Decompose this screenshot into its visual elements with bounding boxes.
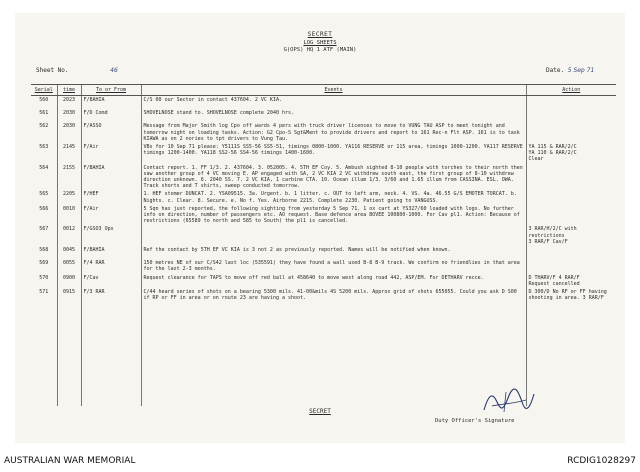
log-action-cell (526, 259, 616, 273)
log-time-cell: 2030 (57, 109, 81, 122)
log-sheet-title (0, 40, 640, 54)
table-row (31, 225, 616, 246)
blank-cell (526, 302, 616, 406)
column-header-to-or-from: To or From (81, 85, 141, 96)
column-header-serial: Serial (31, 85, 57, 96)
sheet-date-value: 5 Sep 71 (567, 67, 595, 74)
log-time-cell: 2023 (57, 96, 81, 110)
log-event-cell: 5 Sqn has just reported, the following sighting from yesterday 5 Sep 71. 1 ox cart at YS327/60 loaded with logs. No further info on direction, number of passengers etc. AO request. Base defence area BOVEE 100800-1000. For Cav pl1. Action: Because of restrictions (65589 to north and 585 to South) the pl1 is cancelled. (141, 205, 526, 226)
log-serial-cell: 571 (39, 289, 49, 296)
log-time-cell: 2205 (57, 190, 81, 204)
log-serial-cell: 565 (39, 191, 49, 198)
log-from-cell: F/Air (81, 143, 141, 164)
table-row (31, 143, 616, 164)
table-row (31, 109, 616, 122)
table-row (31, 164, 616, 191)
log-serial-cell: 568 (39, 247, 49, 254)
sheet-number-label: Sheet No. (36, 67, 69, 74)
log-time-cell: 0055 (57, 259, 81, 273)
duty-officer-signature-label: Duty Officer's Signature (435, 418, 515, 424)
log-from-cell: F/GSO3 Ops (81, 225, 141, 246)
log-from-cell: F/4 RAR (81, 259, 141, 273)
log-serial-cell: 563 (39, 144, 49, 151)
log-serial-cell: 567 (39, 226, 49, 233)
archive-record-id: RCDIG1028297 (567, 456, 636, 466)
table-row (31, 288, 616, 302)
table-row (31, 96, 616, 110)
log-time-cell: 2030 (57, 122, 81, 143)
log-from-cell: F/ASSO (81, 122, 141, 143)
table-row (31, 274, 616, 288)
sheet-number-value: 46 (110, 67, 118, 74)
sheet-number (36, 67, 118, 74)
archive-credit: AUSTRALIAN WAR MEMORIAL (4, 456, 136, 466)
table-row (31, 190, 616, 204)
column-header-action: Action (526, 85, 616, 96)
table-row (31, 246, 616, 259)
log-action-cell (526, 205, 616, 226)
log-event-cell (141, 225, 526, 246)
blank-cell (57, 302, 81, 406)
log-action-cell: 3 RAR/H/2/C with restrictions 3 RAR/F Cav/F (526, 225, 616, 246)
log-event-cell: SHOVELNOSE stand to. SHOVELNOSE complete 2040 hrs. (141, 109, 526, 122)
log-action-cell: YA 115 & RAR/2/C YA 110 & RAR/2/C Clear (526, 143, 616, 164)
log-time-cell: 0045 (57, 246, 81, 259)
log-action-cell (526, 164, 616, 191)
log-action-cell (526, 246, 616, 259)
log-event-cell: Request clearance for TAPS to move off red ball at 458640 to move west along road 442, ASP/EM. For DETHARV recce. (141, 274, 526, 288)
log-table-header-row (31, 85, 616, 96)
log-action-cell (526, 190, 616, 204)
column-header-events: Events (141, 85, 526, 96)
log-table (31, 84, 616, 406)
header-security-classification: SECRET (307, 31, 333, 38)
log-serial-cell: 569 (39, 260, 49, 267)
log-time-cell: 0915 (57, 288, 81, 302)
table-row (31, 259, 616, 273)
log-event-cell: C/S 00 our Sector in contact 437604. 2 VC KIA. (141, 96, 526, 110)
log-from-cell: F/BAHIA (81, 96, 141, 110)
log-serial-cell: 561 (39, 110, 49, 117)
log-action-cell: D THARV/F 4 RAR/F Request cancelled (526, 274, 616, 288)
log-time-cell: 0010 (57, 205, 81, 226)
log-action-cell (526, 96, 616, 110)
log-event-cell: Ref the contact by 5TH EF VC KIA is 3 not 2 as previously reported. Names will be notified when known. (141, 246, 526, 259)
log-event-cell: Message from Major Smith log Cpo off wards 4 pers with truck driver licences to move to VUNG TAU ASP to meet tonight and tomorrow night on loading tasks. Action: G2 Cpo-S Sgt&Ment to provide drivers and report to 161 Rec-n Flt ASP. 161 is to task KIAWA as on 2 nories to tpt drivers to Vung Tau. (141, 122, 526, 143)
table-row (31, 205, 616, 226)
log-event-cell: C/44 heard series of shots on a bearing 5300 mils. 41-00&mils 4S 5200 mils. Approx grid of shots 655055. Could you ask D S00 if RP or FF in area or on route 23 are having a shoot. (141, 288, 526, 302)
log-event-cell: 150 metres NE of our C/S42 last loc (535591) they have found a wall used B-8 B-9 track. We confirm no friendlies in that area for the last 2-3 months. (141, 259, 526, 273)
log-event-cell: VBs for 10 Sep 71 please: Y5111S SS5-56 SS5-51, timings 0800-1000. YA116 RESERVE or 115 area, timings 1000-1200. YA117 RESERVE timings 1200-1400. YA118 SS2-56 SS4-56 timings 1400-1600. (141, 143, 526, 164)
log-time-cell: 0012 (57, 225, 81, 246)
log-table-body (31, 96, 616, 407)
log-from-cell: F/Cav (81, 274, 141, 288)
log-event-cell: 1. HEF stomer DUNCAT. 2. YSA09515. 3a. Urgent. b. 1 litter. c. OUT to left arm, neck. 4. VS. 4a. 46.55 G/S EMOTER TORCAT. b. Nights. c. Clear. 8. Secure. e. No f. Yes. Airborne 2215. Complete 2230. Patient going to VANGUSS. (141, 190, 526, 204)
log-serial-cell: 566 (39, 205, 49, 212)
log-from-cell: F/D Comd (81, 109, 141, 122)
blank-cell (141, 302, 526, 406)
log-from-cell: F/BAHIA (81, 164, 141, 191)
log-sheet-title-line1: LOG SHEETS (303, 40, 337, 46)
log-from-cell: F/Air (81, 205, 141, 226)
log-event-cell: Contact report. 1. FF 1/3. 2. 437604. 3. 052005. 4. 5TH EF Coy. 5. Ambush sighted 8-10 people with torches to their north then saw another group of 4 VC moving E. AP engaged with SA, 2 VC KIA 2 VC withdrew south east, the first group of 8-10 withdrew direction unknown. 6. 2040 SS. 7. 2 VC KIA, 1 carbine CTA. 10. Ocean illum 1/3. 3/60 and 1.65 illum from CASSINA. ESL. OWA. Track shorts and T shirts, sweep conducted tomorrow. (141, 164, 526, 191)
log-action-cell (526, 109, 616, 122)
log-from-cell: F/HEF (81, 190, 141, 204)
log-serial-cell: 564 (39, 164, 49, 171)
log-from-cell: F/BAHIA (81, 246, 141, 259)
log-time-cell: 2155 (57, 164, 81, 191)
column-header-time: time (57, 85, 81, 96)
log-sheet-title-line2: G(OPS) HQ 1 ATF (MAIN) (283, 47, 357, 53)
log-from-cell: F/3 RAR (81, 288, 141, 302)
log-action-cell: D 300/D No RF or FF having shooting in area. 3 RAR/F (526, 288, 616, 302)
log-serial-cell: 560 (39, 97, 49, 103)
footer-security-classification: SECRET (309, 408, 331, 415)
blank-cell (81, 302, 141, 406)
log-time-cell: 0900 (57, 274, 81, 288)
table-row (31, 122, 616, 143)
log-serial-cell: 562 (39, 123, 49, 130)
log-time-cell: 2145 (57, 143, 81, 164)
log-action-cell (526, 122, 616, 143)
blank-cell (31, 302, 57, 406)
sheet-date-label: Date. (546, 67, 565, 74)
log-serial-cell: 570 (39, 274, 49, 281)
sheet-date (546, 67, 594, 74)
